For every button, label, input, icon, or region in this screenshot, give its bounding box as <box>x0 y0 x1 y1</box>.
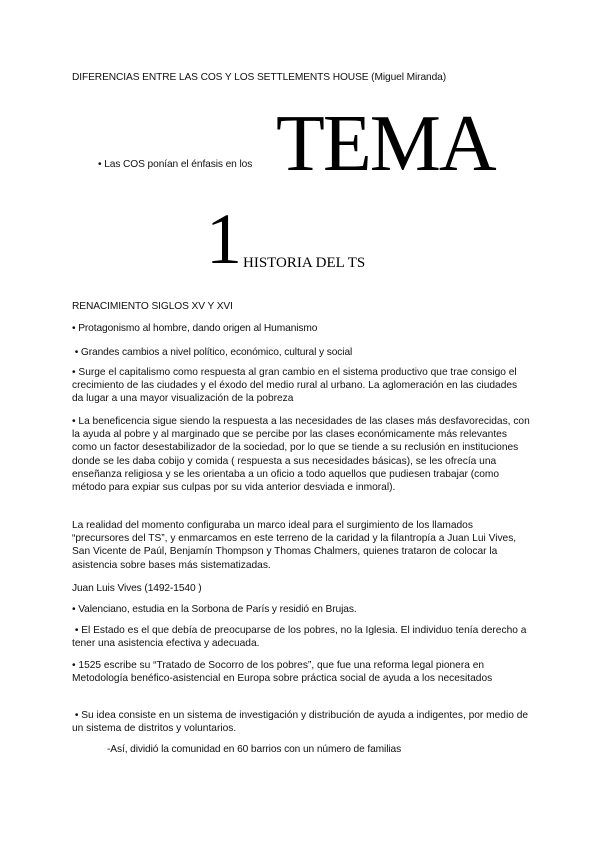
paragraph-precursores: La realidad del momento configuraba un marco ideal para el surgimiento de los llamados “precursores del TS”, y enmarcamos en este terreno de la caridad y la filantropía a Juan Lui Vives, San Vicente de Paúl, Benjamín Thompson y Thomas Chalmers, quienes trataron de colocar la asistencia sobre bases más sistematizadas. <box>72 520 517 571</box>
tema-number: 1 <box>206 199 242 279</box>
tema-word: TEMA <box>276 100 495 188</box>
bullet-humanismo: • Protagonismo al hombre, dando origen al Humanismo <box>72 323 318 334</box>
bullet-capitalismo: • Surge el capitalismo como respuesta al gran cambio en el sistema productivo que trae consigo el crecimiento de las ciudades y el éxodo del medio rural al urbano. La aglomeración en las ciudades da lugar a una mayor visualización de la pobreza <box>72 367 518 405</box>
bullet-estado: • El Estado es el que debía de preocuparse de los pobres, no la Iglesia. El individuo tenía derecho a tener una asistencia efectiva y adecuada. <box>72 625 530 650</box>
bullet-valenciano: • Valenciano, estudia en la Sorbona de París y residió en Brujas. <box>72 604 357 615</box>
cos-bullet: • Las COS ponían el énfasis en los <box>98 159 253 170</box>
bullet-tratado: • 1525 escribe su “Tratado de Socorro de los pobres”, que fue una reforma legal pionera en Metodología benéfico-asistencial en Europa sobre práctica social de ayuda a los necesitados <box>72 660 493 685</box>
last-line: -Así, dividió la comunidad en 60 barrios con un número de familias <box>107 744 402 755</box>
bullet-cambios: • Grandes cambios a nivel político, económico, cultural y social <box>72 347 353 358</box>
section-heading: RENACIMIENTO SIGLOS XV Y XVI <box>72 301 233 312</box>
bullet-sistema: • Su idea consiste en un sistema de investigación y distribución de ayuda a indigentes, por medio de un sistema de distritos y voluntarios. <box>72 710 531 735</box>
bullet-beneficencia: • La beneficencia sigue siendo la respuesta a las necesidades de las clases más desfavorecidas, con la ayuda al pobre y al marginado que se percibe por las clases económicamente más relevantes como un factor desestabilizador de la sociedad, por lo que se tiende a su reclusión en instituciones donde se les daba cobijo y comida ( respuesta a sus necesidades básicas), se les ofrecía una enseñanza religiosa y se les orientaba a un oficio a todo aquellos que pudiesen trabajar (como método para expiar sus culpas por su vida anterior desviada e inmoral). <box>72 416 530 494</box>
vives-heading: Juan Luis Vives (1492-1540 ) <box>72 583 202 594</box>
document-header: DIFERENCIAS ENTRE LAS COS Y LOS SETTLEMENTS HOUSE (Miguel Miranda) <box>72 72 447 83</box>
tema-title: HISTORIA DEL TS <box>243 255 366 271</box>
